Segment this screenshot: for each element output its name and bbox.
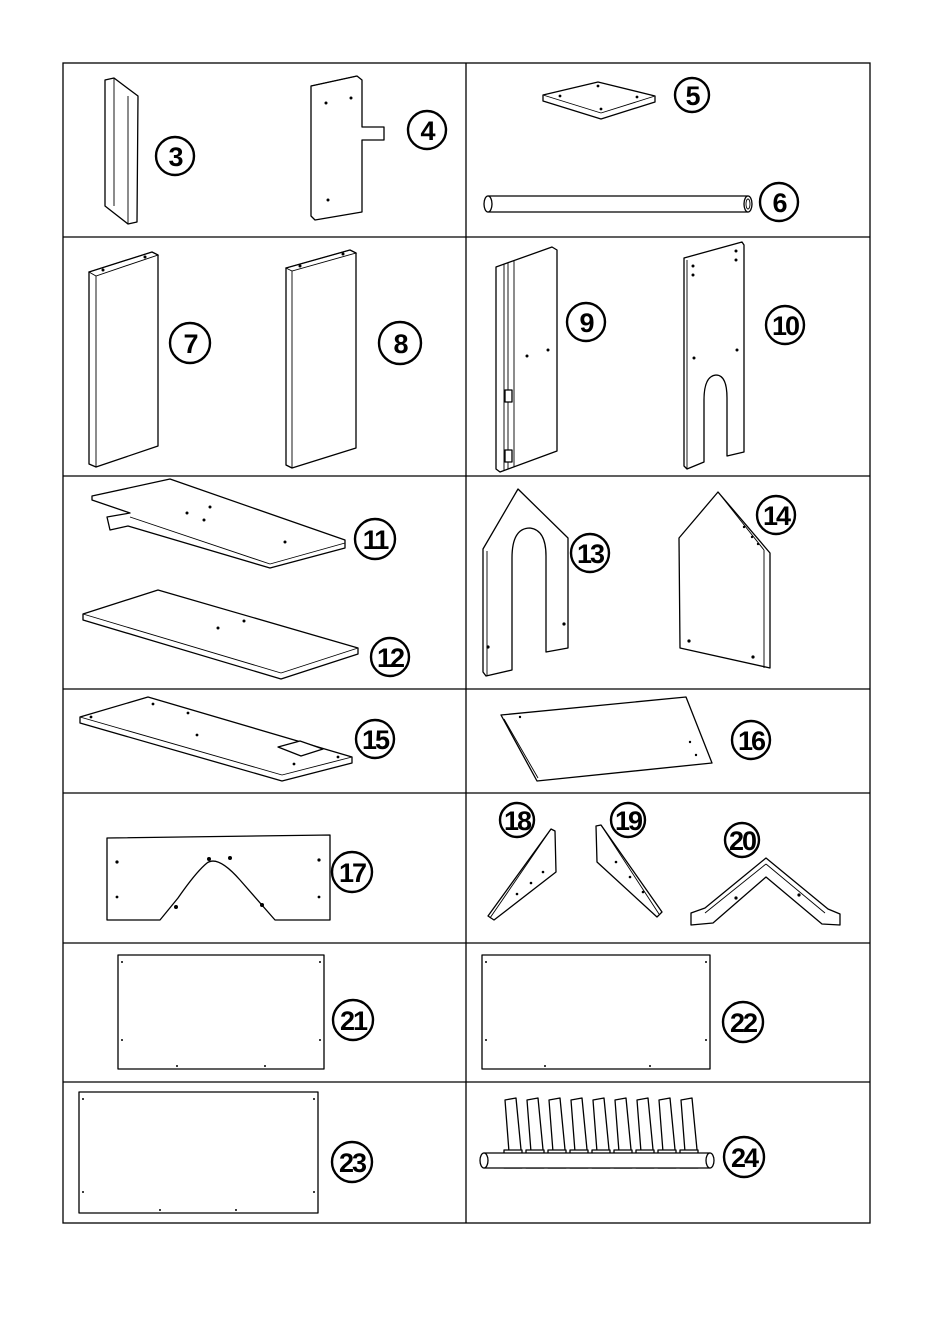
part-21-drawing bbox=[118, 955, 324, 1069]
part-label-17 bbox=[332, 852, 372, 892]
part-13-drawing bbox=[483, 489, 568, 676]
part-label-4 bbox=[408, 111, 446, 149]
part-label-3 bbox=[156, 137, 194, 175]
part-label-13 bbox=[571, 534, 609, 572]
part-12-drawing bbox=[83, 590, 358, 679]
part-label-14 bbox=[757, 496, 795, 534]
part-label-21 bbox=[333, 1000, 373, 1040]
svg-text:13: 13 bbox=[576, 539, 604, 569]
svg-text:4: 4 bbox=[420, 116, 434, 146]
svg-text:11: 11 bbox=[362, 525, 388, 555]
part-label-24 bbox=[724, 1137, 764, 1177]
svg-text:5: 5 bbox=[685, 81, 699, 111]
svg-text:15: 15 bbox=[361, 725, 389, 755]
svg-text:23: 23 bbox=[338, 1148, 366, 1178]
svg-text:3: 3 bbox=[168, 142, 182, 172]
part-label-15 bbox=[356, 720, 394, 758]
svg-text:6: 6 bbox=[772, 188, 786, 218]
svg-text:16: 16 bbox=[737, 726, 765, 756]
part-label-5 bbox=[675, 78, 709, 112]
part-20-drawing bbox=[691, 858, 840, 925]
part-label-10 bbox=[766, 306, 804, 344]
part-16-drawing bbox=[501, 697, 712, 781]
part-17-drawing bbox=[107, 835, 330, 920]
part-6-drawing bbox=[484, 196, 752, 212]
part-11-drawing bbox=[92, 479, 345, 568]
part-label-11 bbox=[355, 519, 395, 559]
svg-text:22: 22 bbox=[729, 1008, 757, 1038]
part-3-drawing bbox=[105, 78, 138, 224]
part-label-7 bbox=[170, 323, 210, 363]
part-7-drawing bbox=[89, 252, 158, 467]
svg-text:19: 19 bbox=[614, 806, 642, 836]
part-4-drawing bbox=[311, 76, 384, 220]
part-23-drawing bbox=[79, 1092, 318, 1213]
part-label-18 bbox=[500, 803, 534, 837]
part-label-6 bbox=[760, 183, 798, 221]
part-9-drawing bbox=[496, 247, 557, 472]
part-label-19 bbox=[611, 803, 645, 837]
svg-text:8: 8 bbox=[393, 329, 407, 359]
part-5-drawing bbox=[543, 82, 655, 119]
svg-text:17: 17 bbox=[338, 858, 366, 888]
svg-text:9: 9 bbox=[579, 308, 593, 338]
part-label-23 bbox=[332, 1142, 372, 1182]
part-label-12 bbox=[371, 638, 409, 676]
svg-text:10: 10 bbox=[771, 311, 799, 341]
part-label-16 bbox=[732, 721, 770, 759]
part-10-drawing bbox=[684, 242, 744, 469]
svg-text:21: 21 bbox=[339, 1006, 367, 1036]
svg-text:20: 20 bbox=[728, 826, 756, 856]
svg-text:12: 12 bbox=[376, 643, 404, 673]
part-18-drawing bbox=[488, 829, 556, 920]
part-label-8 bbox=[379, 322, 421, 364]
part-8-drawing bbox=[286, 250, 356, 468]
part-15-drawing bbox=[80, 697, 352, 781]
svg-text:18: 18 bbox=[503, 806, 531, 836]
part-label-9 bbox=[567, 303, 605, 341]
svg-text:24: 24 bbox=[730, 1143, 758, 1173]
part-22-drawing bbox=[482, 955, 710, 1069]
part-label-22 bbox=[723, 1002, 763, 1042]
svg-text:14: 14 bbox=[762, 501, 790, 531]
part-24-drawing bbox=[480, 1098, 714, 1168]
part-label-20 bbox=[725, 823, 759, 857]
svg-text:7: 7 bbox=[183, 329, 197, 359]
part-19-drawing bbox=[596, 825, 662, 917]
